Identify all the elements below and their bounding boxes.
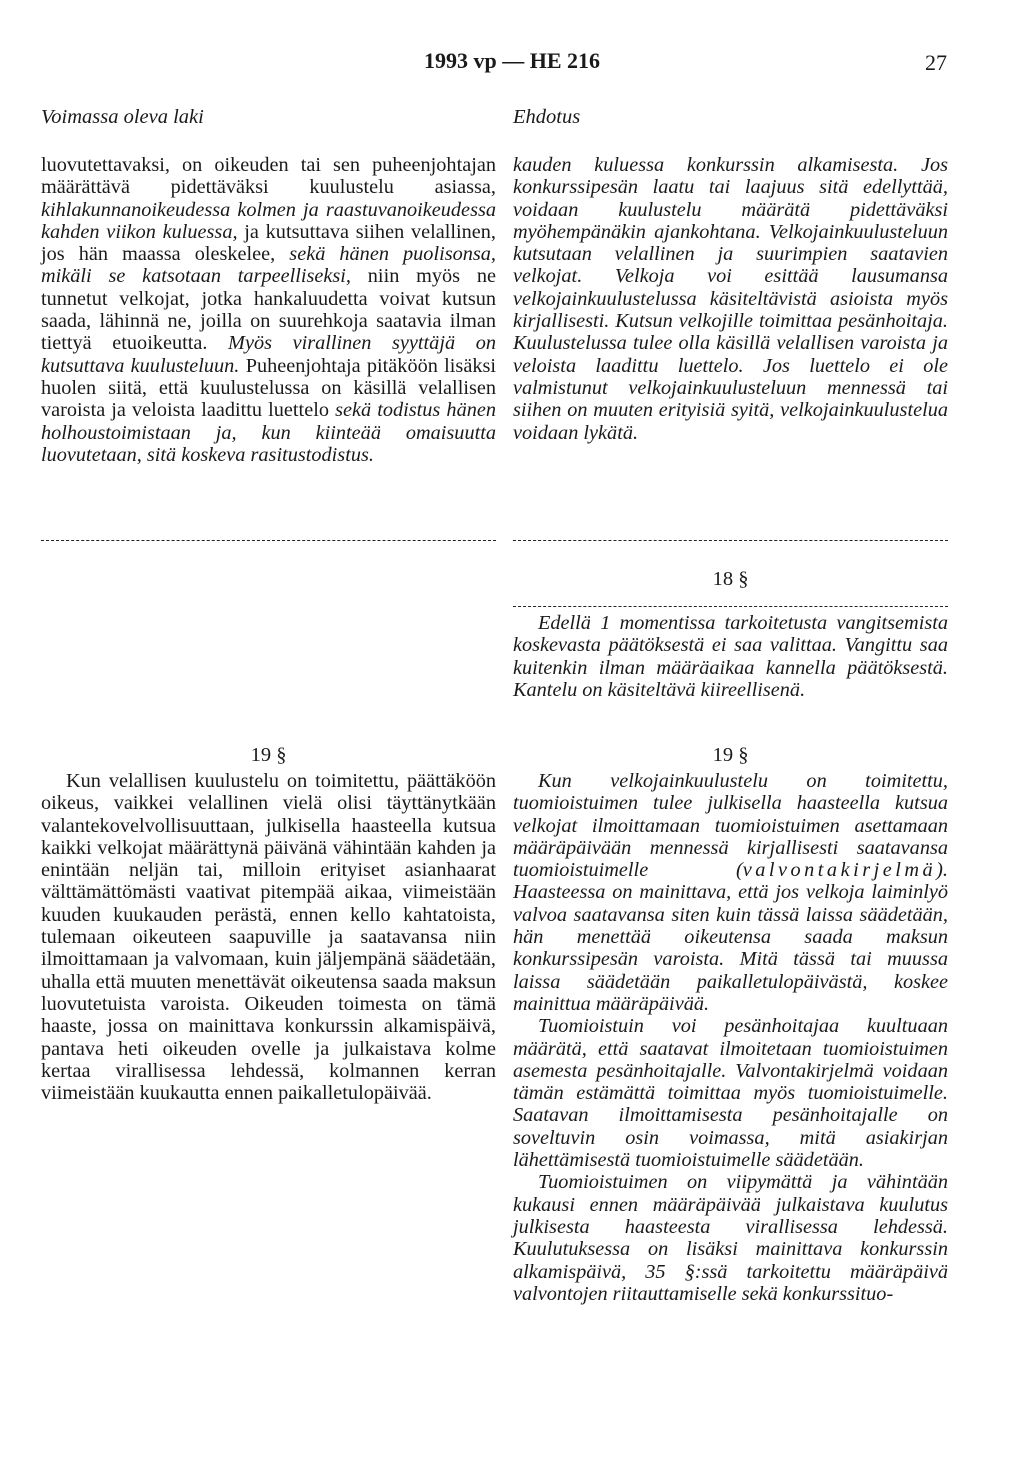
right-section-19-body: [513, 770, 948, 1305]
left-section-19-body: [41, 770, 496, 1104]
right-section-19-paragraph-2: Tuomioistuin voi pesänhoitajaa kuultuaan määrätä, että saatavat ilmoitetaan tuomioistuimen asemesta pesänhoitajalle. Valvontakirjelmä voidaan tämän estämättä toimittaa myös tuomioistuimelle. Saatavan ilmoittamisesta pesänhoitajalle on soveltuvin osin voimassa, mitä asiakirjan lähettämisestä tuomioistuimelle säädetään.: [513, 1015, 948, 1172]
right-section-19-heading: 19 §: [712, 744, 749, 766]
left-text-run-8-italic: sekä todistus hänen holhoustoimistaan ja, kun kiinteää omaisuutta luovutetaan, sitä koskeva rasitustodistus.: [41, 399, 496, 466]
left-column-heading: Voimassa oleva laki: [41, 106, 204, 128]
right-proposal-paragraph: [513, 154, 948, 444]
left-section-19-text: Kun velallisen kuulustelu on toimitettu, päättäköön oikeus, vaikkei velallinen vielä olisi täyttänytkään valantekovelvollisuuttaan, julkisella haasteella kutsua kaikki velkojat määrättynä päivänä vähintään kahden ja enintään neljän tai, milloin erityiset asianhaarat välttämättömästi vaativat pitempää aikaa, viimeistään kuuden kuukauden perästä, ennen kello kahtatoista, tulemaan oikeuteen saapuville ja saatavansa niin ilmoittamaan ja valvomaan, kuin jäljempänä säädetään, uhalla että muuten menettävät oikeutensa saada maksun luovutetuista varoista. Oikeuden toimesta on tämä haaste, jossa on mainittava konkurssin alkamispäivä, pantava heti oikeuden ovelle ja julkaistava kolme kertaa virallisessa lehdessä, kolmannen kerran viimeistään kuukautta ennen paikalletulopäivää.: [41, 770, 496, 1105]
left-text-run-4-italic: sekä hänen puolisonsa, mikäli se katsotaan tarpeelliseksi,: [41, 243, 496, 288]
left-section-19-heading: 19 §: [250, 744, 287, 766]
right-s19-run-3: ). Haasteessa on mainittava, että jos velkoja laiminlyö valvoa saatavansa siten kuin tässä laissa säädetään, hän menettää oikeutensa saada maksun konkurssipesän varoista. Mitä tässä tai muussa laissa säädetään paikalletulopäivästä, koskee mainittua määräpäivää.: [513, 859, 948, 1015]
left-dashed-separator: [41, 540, 496, 541]
right-section-18-text: Edellä 1 momentissa tarkoitetusta vangitsemista koskevasta päätöksestä ei saa valittaa. Vangittu saa kuitenkin ilman määräaikaa kannella päätöksestä. Kantelu on käsiteltävä kiireellisenä.: [513, 612, 948, 701]
right-section-19-paragraph-3: Tuomioistuimen on viipymättä ja vähintään kukausi ennen määräpäivää julkaistava kuulutus julkisesta haasteesta virallisessa lehdessä. Kuulutuksessa on lisäksi mainittava konkurssin alkamispäivä, 35 §:ssä tarkoitettu määräpäivä valvontojen riitauttamiselle sekä konkurssituo-: [513, 1171, 948, 1305]
left-text-run-7: Puheenjohtaja pitäköön lisäksi huolen siitä, että kuulustelussa on käsillä velallisen varoista ja veloista laadittu luettelo: [41, 354, 496, 422]
left-current-law-paragraph: [41, 154, 496, 466]
right-s19-run-2-spaced: valvontakirjelmä: [742, 859, 937, 882]
right-dashed-separator-1: [513, 540, 948, 541]
left-text-run-3: ja kutsuttava siihen velallinen, jos hän maassa oleskelee,: [41, 220, 496, 266]
page-header-title: 1993 vp — HE 216: [423, 48, 601, 73]
right-section-18-heading: 18 §: [712, 568, 749, 590]
right-section-18-body: [513, 612, 948, 701]
right-section-19-paragraph-1: [513, 770, 948, 1015]
left-text-run-2-italic: kihlakunnanoikeudessa kolmen ja raastuvanoikeudessa kahden viikon kuluessa,: [41, 198, 496, 243]
right-s19-run-1: Kun velkojainkuulustelu on toimitettu, tuomioistuimen tulee julkisella haasteella kutsua velkojat ilmoittamaan tuomioistuimen asettamaan määräpäivään mennessä kirjallisesti saatavansa tuomioistuimelle (: [513, 770, 948, 882]
right-paragraph-text: kauden kuluessa konkurssin alkamisesta. Jos konkurssipesän laatu tai laajuus sitä edellyttää, voidaan kuulustelu määrätä pidettäväksi myöhempänäkin ajankohtana. Velkojainkuulusteluun kutsutaan velallinen ja suurimpien saatavien velkojat. Velkoja voi esittää lausumansa velkojainkuulustelussa käsiteltävistä asioista myös kirjallisesti. Kutsun velkojille toimittaa pesänhoitaja. Kuulustelussa tulee olla käsillä velallisen varoista ja veloista laadittu luettelo. Jos luettelo ei ole valmistunut velkojainkuulusteluun mennessä tai siihen on muuten erityisiä syitä, velkojainkuulustelua voidaan lykätä.: [513, 154, 948, 444]
right-column-heading: Ehdotus: [513, 106, 581, 128]
page-number: 27: [925, 50, 947, 75]
left-text-run-1: luovutettavaksi, on oikeuden tai sen puheenjohtajan määrättävä pidettäväksi kuulustelu asiassa,: [41, 154, 496, 199]
right-dashed-separator-2: [513, 606, 948, 607]
left-paragraph-text: [41, 154, 496, 466]
left-text-run-5: niin myös ne tunnetut velkojat, jotka hankaluudetta voivat kutsun saada, lähinnä ne, joilla on suurehkoja saatavia ilman tiettyä etuoikeutta.: [41, 265, 496, 355]
left-text-run-6-italic: Myös virallinen syyttäjä on kutsuttava kuulusteluun.: [41, 332, 496, 377]
